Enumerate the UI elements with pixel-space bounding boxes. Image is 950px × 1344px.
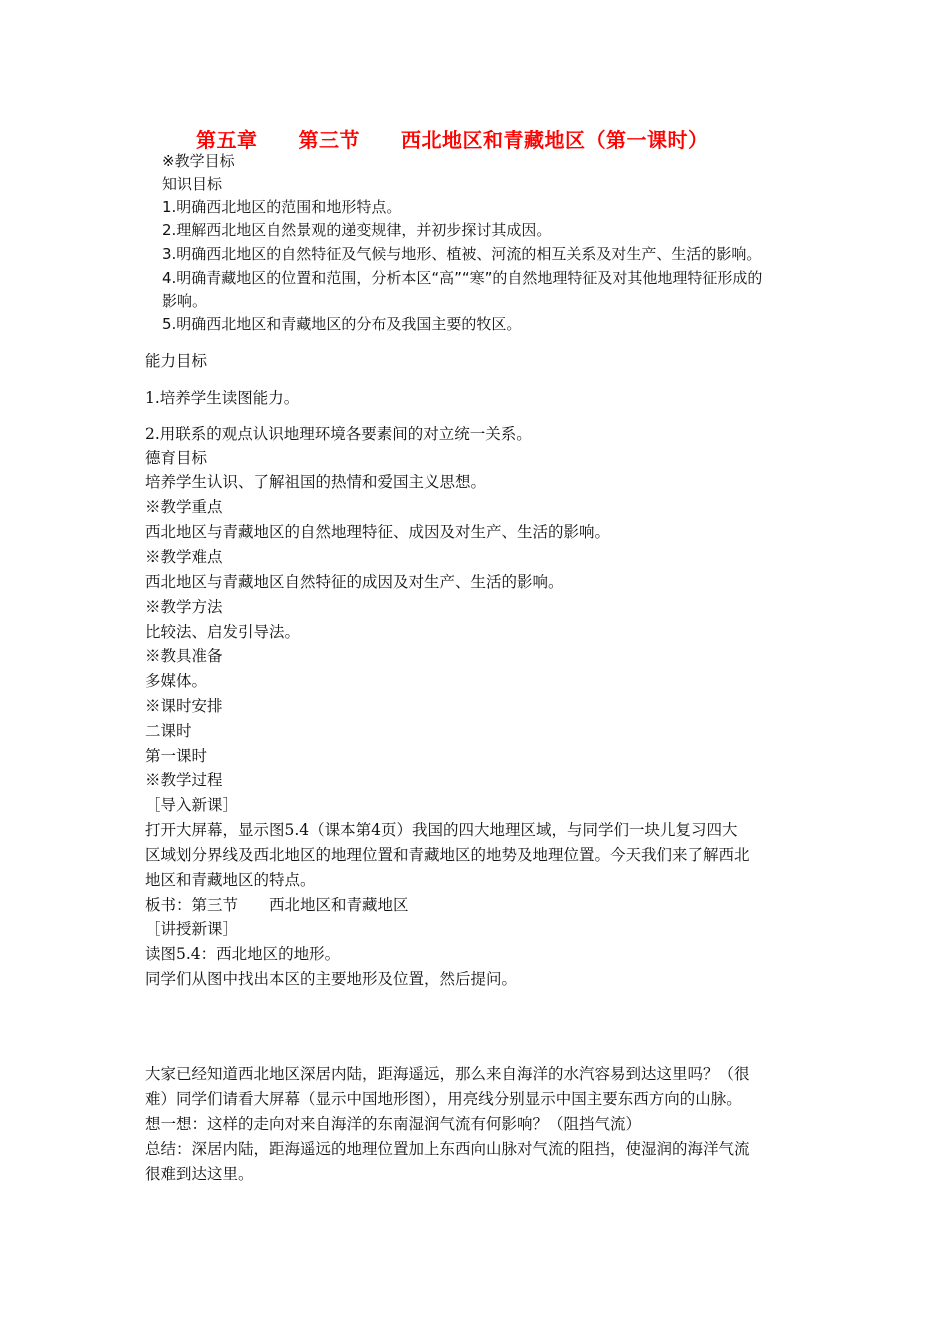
body-line: ※教学难点 [145, 548, 223, 566]
body-line: ［导入新课］ [145, 796, 239, 814]
body-line: 德育目标 [145, 449, 208, 467]
page-title: 第五章 第三节 西北地区和青藏地区（第一课时） [196, 128, 709, 152]
ability-item: 1.培养学生读图能力。 [145, 389, 300, 407]
knowledge-item: 2.理解西北地区自然景观的递变规律，并初步探讨其成因。 [162, 221, 552, 239]
body-line: ※教学重点 [145, 498, 223, 516]
body-line: 难）同学们请看大屏幕（显示中国地形图），用亮线分别显示中国主要东西方向的山脉。 [145, 1090, 742, 1108]
body-line: ※教学方法 [145, 598, 223, 616]
body-line: ※教学过程 [145, 771, 223, 789]
body-line: 区域划分界线及西北地区的地理位置和青藏地区的地势及地理位置。今天我们来了解西北 [145, 846, 750, 864]
knowledge-objectives-heading: 知识目标 [162, 175, 223, 193]
knowledge-item: 1.明确西北地区的范围和地形特点。 [162, 198, 402, 216]
body-line: 打开大屏幕，显示图5.4（课本第4页）我国的四大地理区域，与同学们一块儿复习四大 [145, 821, 738, 839]
body-line: 地区和青藏地区的特点。 [145, 871, 316, 889]
body-line: 想一想：这样的走向对来自海洋的东南湿润气流有何影响？（阻挡气流） [145, 1115, 642, 1133]
knowledge-item: 4.明确青藏地区的位置和范围，分析本区“高”“寒”的自然地理特征及对其他地理特征形成的 [162, 269, 763, 287]
body-line: ※教具准备 [145, 647, 223, 665]
ability-objectives-heading: 能力目标 [145, 352, 208, 370]
ability-item: 2.用联系的观点认识地理环境各要素间的对立统一关系。 [145, 425, 532, 443]
body-line: 西北地区与青藏地区的自然地理特征、成因及对生产、生活的影响。 [145, 523, 611, 541]
knowledge-item: 影响。 [162, 292, 208, 310]
body-line: 培养学生认识、了解祖国的热情和爱国主义思想。 [145, 473, 487, 491]
body-line: 大家已经知道西北地区深居内陆，距海遥远，那么来自海洋的水汽容易到达这里吗？（很 [145, 1065, 750, 1083]
objectives-heading: ※教学目标 [162, 152, 235, 170]
body-line: 读图5.4：西北地区的地形。 [145, 945, 341, 963]
knowledge-item: 3.明确西北地区的自然特征及气候与地形、植被、河流的相互关系及对生产、生活的影响。 [162, 245, 762, 263]
body-line: 总结：深居内陆，距海遥远的地理位置加上东西向山脉对气流的阻挡，使湿润的海洋气流 [145, 1140, 750, 1158]
body-line: 多媒体。 [145, 672, 208, 690]
body-line: 比较法、启发引导法。 [145, 623, 301, 641]
body-line: 二课时 [145, 722, 192, 740]
body-line: ［讲授新课］ [145, 920, 239, 938]
body-line: 很难到达这里。 [145, 1165, 254, 1183]
body-line: 第一课时 [145, 747, 208, 765]
body-line: 西北地区与青藏地区自然特征的成因及对生产、生活的影响。 [145, 573, 564, 591]
knowledge-item: 5.明确西北地区和青藏地区的分布及我国主要的牧区。 [162, 315, 522, 333]
body-line: ※课时安排 [145, 697, 223, 715]
body-line: 板书：第三节 西北地区和青藏地区 [145, 896, 409, 914]
body-line: 同学们从图中找出本区的主要地形及位置，然后提问。 [145, 970, 518, 988]
